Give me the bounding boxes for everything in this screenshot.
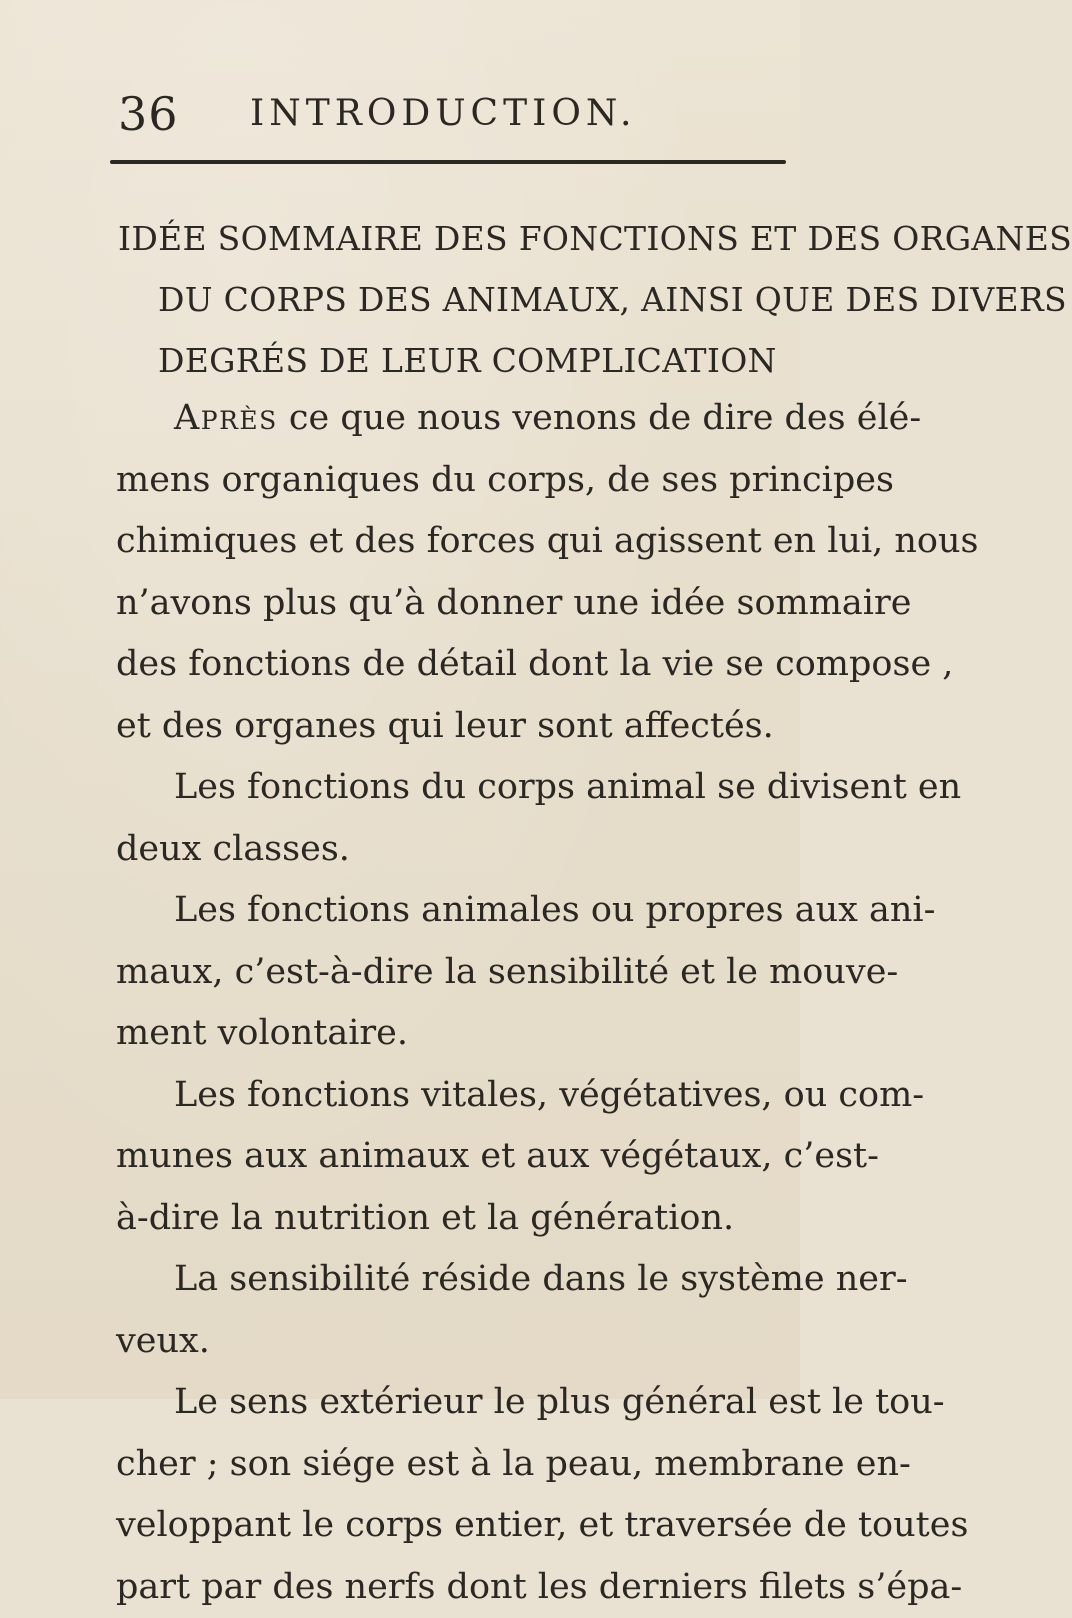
paragraph-line: part par des nerfs dont les derniers filets s’épa- [116, 1557, 800, 1618]
paragraph-line: ment volontaire. [116, 1003, 800, 1065]
paragraph-line: n’avons plus qu’à donner une idée sommaire [116, 573, 800, 635]
section-title-line: DEGRÉS DE LEUR COMPLICATION [118, 330, 798, 391]
paragraph-line: veux. [116, 1311, 800, 1373]
paragraph-line: maux, c’est-à-dire la sensibilité et le mouve- [116, 942, 800, 1004]
body-text [116, 388, 800, 1618]
running-title: INTRODUCTION. [250, 90, 637, 138]
paragraph-line [116, 388, 800, 450]
paragraph-line: Les fonctions du corps animal se divisent en [116, 757, 800, 819]
paragraph-line: Les fonctions animales ou propres aux ani- [116, 880, 800, 942]
paragraph-lead-word: Après [174, 398, 278, 438]
paragraph-line: Les fonctions vitales, végétatives, ou com- [116, 1065, 800, 1127]
paragraph-line: chimiques et des forces qui agissent en lui, nous [116, 511, 800, 573]
paragraph-line: mens organiques du corps, de ses principes [116, 450, 800, 512]
page-number: 36 [118, 84, 179, 144]
paragraph-line: cher ; son siége est à la peau, membrane en- [116, 1434, 800, 1496]
page-header [118, 84, 798, 144]
paragraph-line: munes aux animaux et aux végétaux, c’est- [116, 1126, 800, 1188]
section-title-line: DU CORPS DES ANIMAUX, AINSI QUE DES DIVERS [118, 269, 798, 330]
paragraph-line: veloppant le corps entier, et traversée de toutes [116, 1495, 800, 1557]
header-rule [110, 160, 786, 164]
paragraph-line: La sensibilité réside dans le système ner- [116, 1249, 800, 1311]
paragraph-line: Le sens extérieur le plus général est le tou- [116, 1372, 800, 1434]
section-title [118, 208, 798, 391]
paragraph-line: à-dire la nutrition et la génération. [116, 1188, 800, 1250]
section-title-line: IDÉE SOMMAIRE DES FONCTIONS ET DES ORGANES [118, 208, 798, 269]
paragraph-line-text: ce que nous venons de dire des élé- [278, 398, 921, 438]
paragraph-line: deux classes. [116, 819, 800, 881]
paragraph-line: et des organes qui leur sont affectés. [116, 696, 800, 758]
paragraph-line: des fonctions de détail dont la vie se compose , [116, 634, 800, 696]
